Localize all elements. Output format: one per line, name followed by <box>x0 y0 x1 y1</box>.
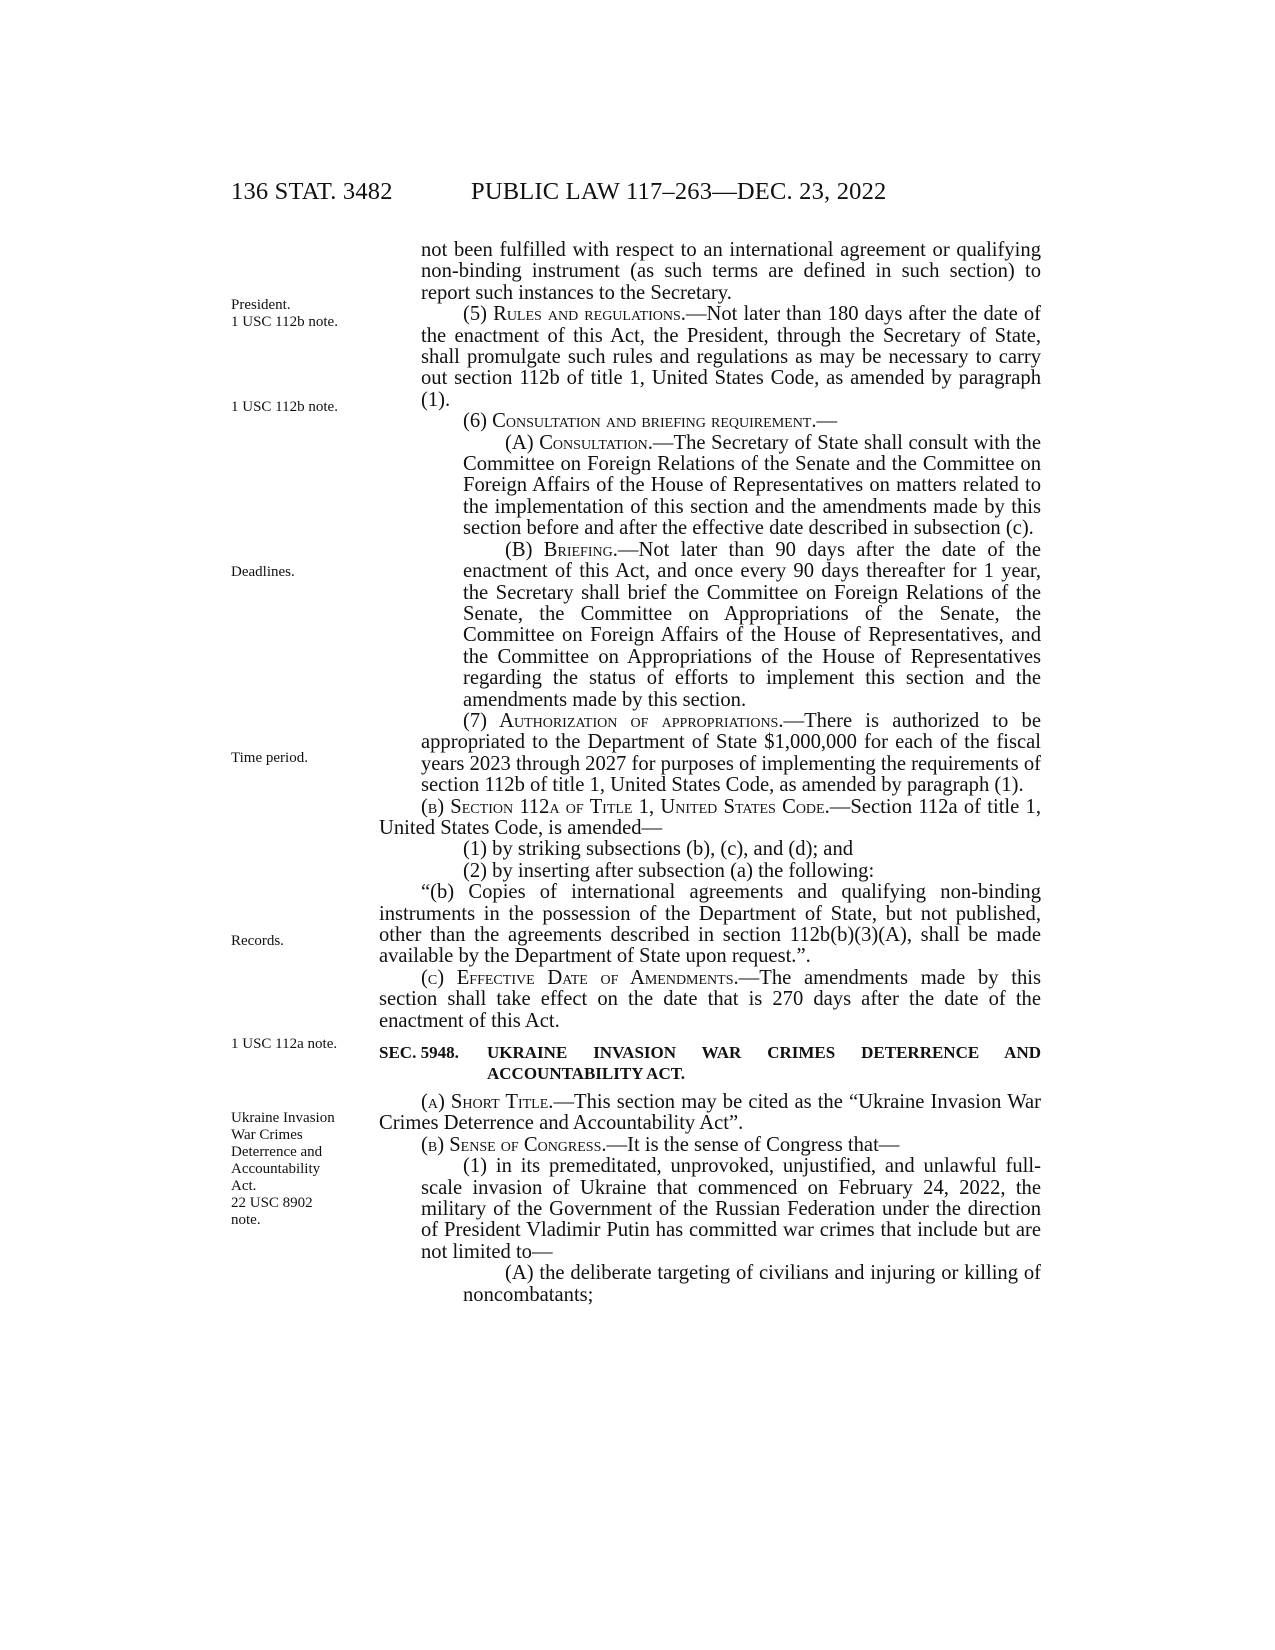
paragraph-briefing <box>379 540 1041 711</box>
heading-rules-regulations: (5) Rules and regulations. <box>463 303 686 326</box>
text-section-112a: —Section 112a of title 1, United States Code, is amended— <box>379 795 1041 839</box>
running-header: PUBLIC LAW 117–263—DEC. 23, 2022 <box>471 178 887 205</box>
paragraph-consultation <box>379 433 1041 540</box>
heading-authorization: (7) Authorization of appropriations. <box>463 709 784 732</box>
margin-note-records: Records. <box>231 933 284 949</box>
paragraph-rules-regulations <box>379 304 1041 411</box>
margin-note-president: President. 1 USC 112b note. <box>231 297 338 330</box>
text-consultation: —The Secretary of State shall consult with the Committee on Foreign Relations of the Senate and the Committee on Foreign Affairs of the House of Representatives on matters related to the implementation of this section and the amendments made by this section before and after the effective date described in subsection (c). <box>463 431 1041 540</box>
paragraph-effective-date <box>379 968 1041 1032</box>
page-stat-number: 136 STAT. 3482 <box>231 178 393 205</box>
heading-effective-date: (c) Effective Date of Amendments. <box>421 966 739 989</box>
text-authorization: —There is authorized to be appropriated to the Department of State $1,000,000 for each of the fiscal years 2023 through 2027 for purposes of implementing the requirements of section 112b of title 1, United States Code, as amended by paragraph (1). <box>421 709 1041 797</box>
paragraph-short-title <box>379 1092 1041 1135</box>
text-consultation-briefing: — <box>816 410 838 433</box>
margin-note-time-period: Time period. <box>231 750 308 766</box>
heading-section-112a: (b) Section 112a of Title 1, United States Code. <box>421 795 830 818</box>
page-body <box>379 240 1041 1306</box>
text-sense-of-congress: —It is the sense of Congress that— <box>606 1133 900 1156</box>
margin-note-usc-112b: 1 USC 112b note. <box>231 399 338 415</box>
paragraph-striking: (1) by striking subsections (b), (c), and (d); and <box>463 838 854 861</box>
section-number: SEC. 5948. <box>379 1043 459 1063</box>
paragraph-quoted-text: “(b) Copies of international agreements and qualifying non-binding instruments in the possession of the Department of State, but not published, other than the agreements described in section 112b(b)(3)(A), shall be made available by the Department of State upon request.”. <box>379 881 1041 968</box>
paragraph-sense-of-congress <box>379 1135 1041 1156</box>
paragraph-authorization <box>379 711 1041 797</box>
section-title: UKRAINE INVASION WAR CRIMES DETERRENCE AND ACCOUNTABILITY ACT. <box>487 1043 1041 1084</box>
paragraph-consultation-briefing <box>379 411 1041 432</box>
heading-consultation-briefing: (6) Consultation and briefing requirement. <box>463 410 817 433</box>
text-briefing: —Not later than 90 days after the date of the enactment of this Act, and once every 90 days thereafter for 1 year, the Secretary shall brief the Committee on Foreign Relations of the Senate, the Committee on Appropriations of the Senate, the Committee on Foreign Affairs of the House of Representatives, and the Committee on Appropriations of the House of Representatives regarding the status of efforts to implement this section and the amendments made by this section. <box>463 538 1041 711</box>
heading-short-title: (a) Short Title. <box>421 1091 554 1114</box>
heading-consultation: (A) Consultation. <box>505 431 653 454</box>
heading-briefing: (B) Briefing. <box>505 538 618 561</box>
margin-note-deadlines: Deadlines. <box>231 564 295 580</box>
section-heading <box>379 1042 1041 1084</box>
paragraph-continued: not been fulfilled with respect to an international agreement or qualifying non-binding instrument (as such terms are defined in such section) to report such instances to the Secretary. <box>421 239 1041 304</box>
paragraph-section-112a <box>379 797 1041 840</box>
paragraph-invasion: (1) in its premeditated, unprovoked, unjustified, and unlawful full-scale invasion of Ukraine that commenced on February 24, 2022, the military of the Government of the Russian Federation under the direction of President Vladimir Putin has committed war crimes that include but are not limited to— <box>421 1155 1041 1263</box>
text-short-title: —This section may be cited as the “Ukraine Invasion War Crimes Deterrence and Accountability Act”. <box>379 1091 1041 1135</box>
margin-note-ukraine-act: Ukraine Invasion War Crimes Deterrence and Accountability Act. 22 USC 8902 note. <box>231 1110 335 1228</box>
paragraph-targeting-civilians: (A) the deliberate targeting of civilians and injuring or killing of noncombatants; <box>463 1262 1041 1306</box>
text-rules-regulations: —Not later than 180 days after the date of the enactment of this Act, the President, through the Secretary of State, shall promulgate such rules and regulations as may be necessary to carry out section 112b of title 1, United States Code, as amended by paragraph (1). <box>421 303 1041 411</box>
paragraph-inserting: (2) by inserting after subsection (a) the following: <box>463 859 875 882</box>
heading-sense-of-congress: (b) Sense of Congress. <box>421 1133 607 1156</box>
text-effective-date: —The amendments made by this section shall take effect on the date that is 270 days after the date of the enactment of this Act. <box>379 966 1041 1032</box>
margin-note-usc-112a: 1 USC 112a note. <box>231 1036 338 1052</box>
